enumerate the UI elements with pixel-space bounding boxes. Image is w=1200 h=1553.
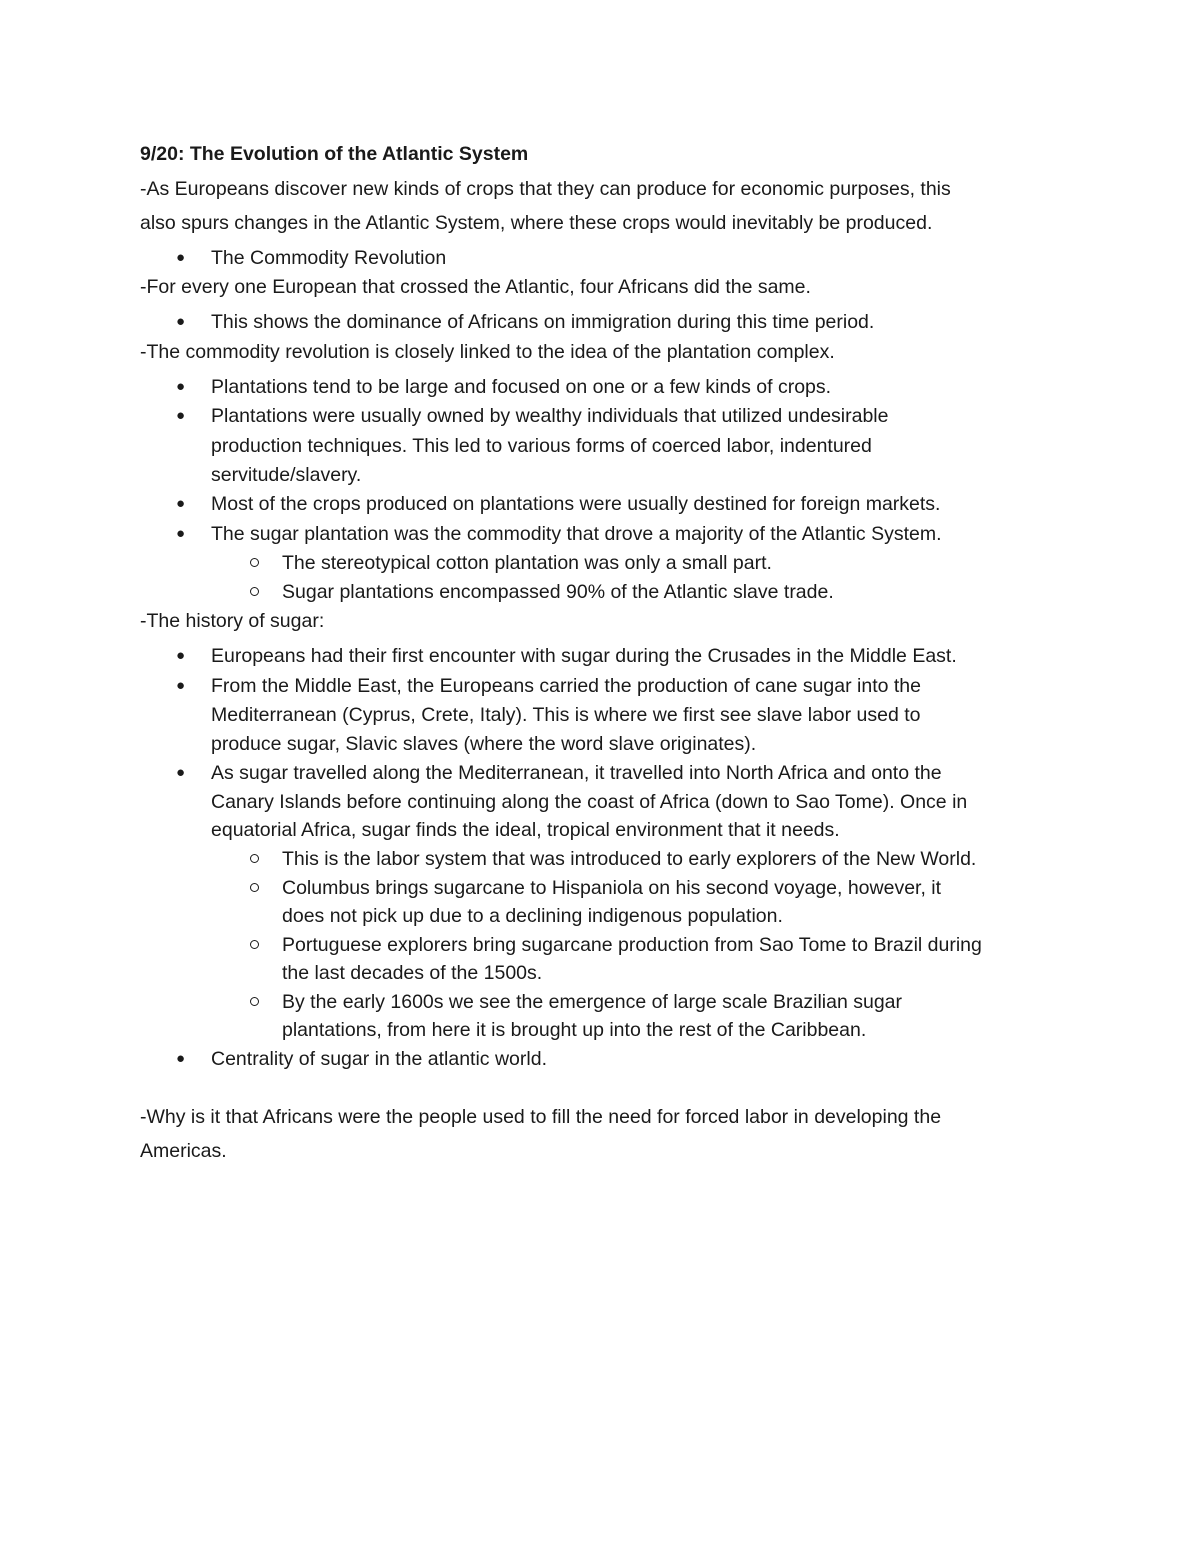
history-bullet: As sugar travelled along the Mediterranean, it travelled into North Africa and onto the xyxy=(211,762,942,784)
closing-line: Americas. xyxy=(140,1140,227,1162)
history-sub-bullet: This is the labor system that was introduced to early explorers of the New World. xyxy=(282,848,977,870)
bullet-dot: ● xyxy=(176,407,186,424)
bullet-dot: ● xyxy=(176,1050,186,1067)
sub-bullet-circle xyxy=(250,558,259,567)
history-bullet-continued: equatorial Africa, sugar finds the ideal, tropical environment that it needs. xyxy=(211,819,840,841)
plantation-bullet: Plantations tend to be large and focused on one or a few kinds of crops. xyxy=(211,376,832,398)
history-bullet-continued: Canary Islands before continuing along the coast of Africa (down to Sao Tome). Once in xyxy=(211,791,968,813)
plantation-bullet: Plantations were usually owned by wealthy individuals that utilized undesirable xyxy=(211,405,889,427)
bullet-dot: ● xyxy=(176,677,186,694)
history-sub-bullet: By the early 1600s we see the emergence of large scale Brazilian sugar xyxy=(282,991,903,1013)
bullet-dot: ● xyxy=(176,764,186,781)
bullet-dot: ● xyxy=(176,313,186,330)
plantation-bullet-continued: servitude/slavery. xyxy=(211,464,362,486)
history-sub-bullet-continued: plantations, from here it is brought up into the rest of the Caribbean. xyxy=(282,1019,867,1041)
bullet-dot: ● xyxy=(176,378,186,395)
bullet-dot: ● xyxy=(176,525,186,542)
intro-line: -As Europeans discover new kinds of crops that they can produce for economic purposes, this xyxy=(140,178,951,200)
sugar-plantation-sub-bullet: The stereotypical cotton plantation was only a small part. xyxy=(282,552,772,574)
plantation-bullet: Most of the crops produced on plantations were usually destined for foreign markets. xyxy=(211,493,941,515)
immigration-bullet: This shows the dominance of Africans on immigration during this time period. xyxy=(211,311,875,333)
sub-bullet-circle xyxy=(250,997,259,1006)
plantation-paragraph: -The commodity revolution is closely linked to the idea of the plantation complex. xyxy=(140,341,835,363)
page-title: 9/20: The Evolution of the Atlantic System xyxy=(140,143,529,165)
sugar-plantation-sub-bullet: Sugar plantations encompassed 90% of the Atlantic slave trade. xyxy=(282,581,834,603)
centrality-bullet: Centrality of sugar in the atlantic world. xyxy=(211,1048,547,1070)
history-paragraph: -The history of sugar: xyxy=(140,610,325,632)
history-sub-bullet-continued: the last decades of the 1500s. xyxy=(282,962,543,984)
history-sub-bullet: Columbus brings sugarcane to Hispaniola on his second voyage, however, it xyxy=(282,877,942,899)
history-bullet-continued: Mediterranean (Cyprus, Crete, Italy). This is where we first see slave labor used to xyxy=(211,704,921,726)
closing-line: -Why is it that Africans were the people used to fill the need for forced labor in developing the xyxy=(140,1106,942,1128)
history-sub-bullet: Portuguese explorers bring sugarcane production from Sao Tome to Brazil during xyxy=(282,934,982,956)
immigration-paragraph: -For every one European that crossed the Atlantic, four Africans did the same. xyxy=(140,276,811,298)
plantation-bullet: The sugar plantation was the commodity that drove a majority of the Atlantic System. xyxy=(211,523,942,545)
intro-line: also spurs changes in the Atlantic System, where these crops would inevitably be produced. xyxy=(140,212,933,234)
history-sub-bullet-continued: does not pick up due to a declining indigenous population. xyxy=(282,905,783,927)
sub-bullet-circle xyxy=(250,854,259,863)
bullet-dot: ● xyxy=(176,647,186,664)
plantation-bullet-continued: production techniques. This led to various forms of coerced labor, indentured xyxy=(211,435,872,457)
sub-bullet-circle xyxy=(250,940,259,949)
history-bullet-continued: produce sugar, Slavic slaves (where the word slave originates). xyxy=(211,733,757,755)
bullet-dot: ● xyxy=(176,249,186,266)
commodity-bullet: The Commodity Revolution xyxy=(211,247,447,269)
sub-bullet-circle xyxy=(250,883,259,892)
history-bullet: Europeans had their first encounter with sugar during the Crusades in the Middle East. xyxy=(211,645,957,667)
bullet-dot: ● xyxy=(176,495,186,512)
history-bullet: From the Middle East, the Europeans carried the production of cane sugar into the xyxy=(211,675,921,697)
sub-bullet-circle xyxy=(250,587,259,596)
